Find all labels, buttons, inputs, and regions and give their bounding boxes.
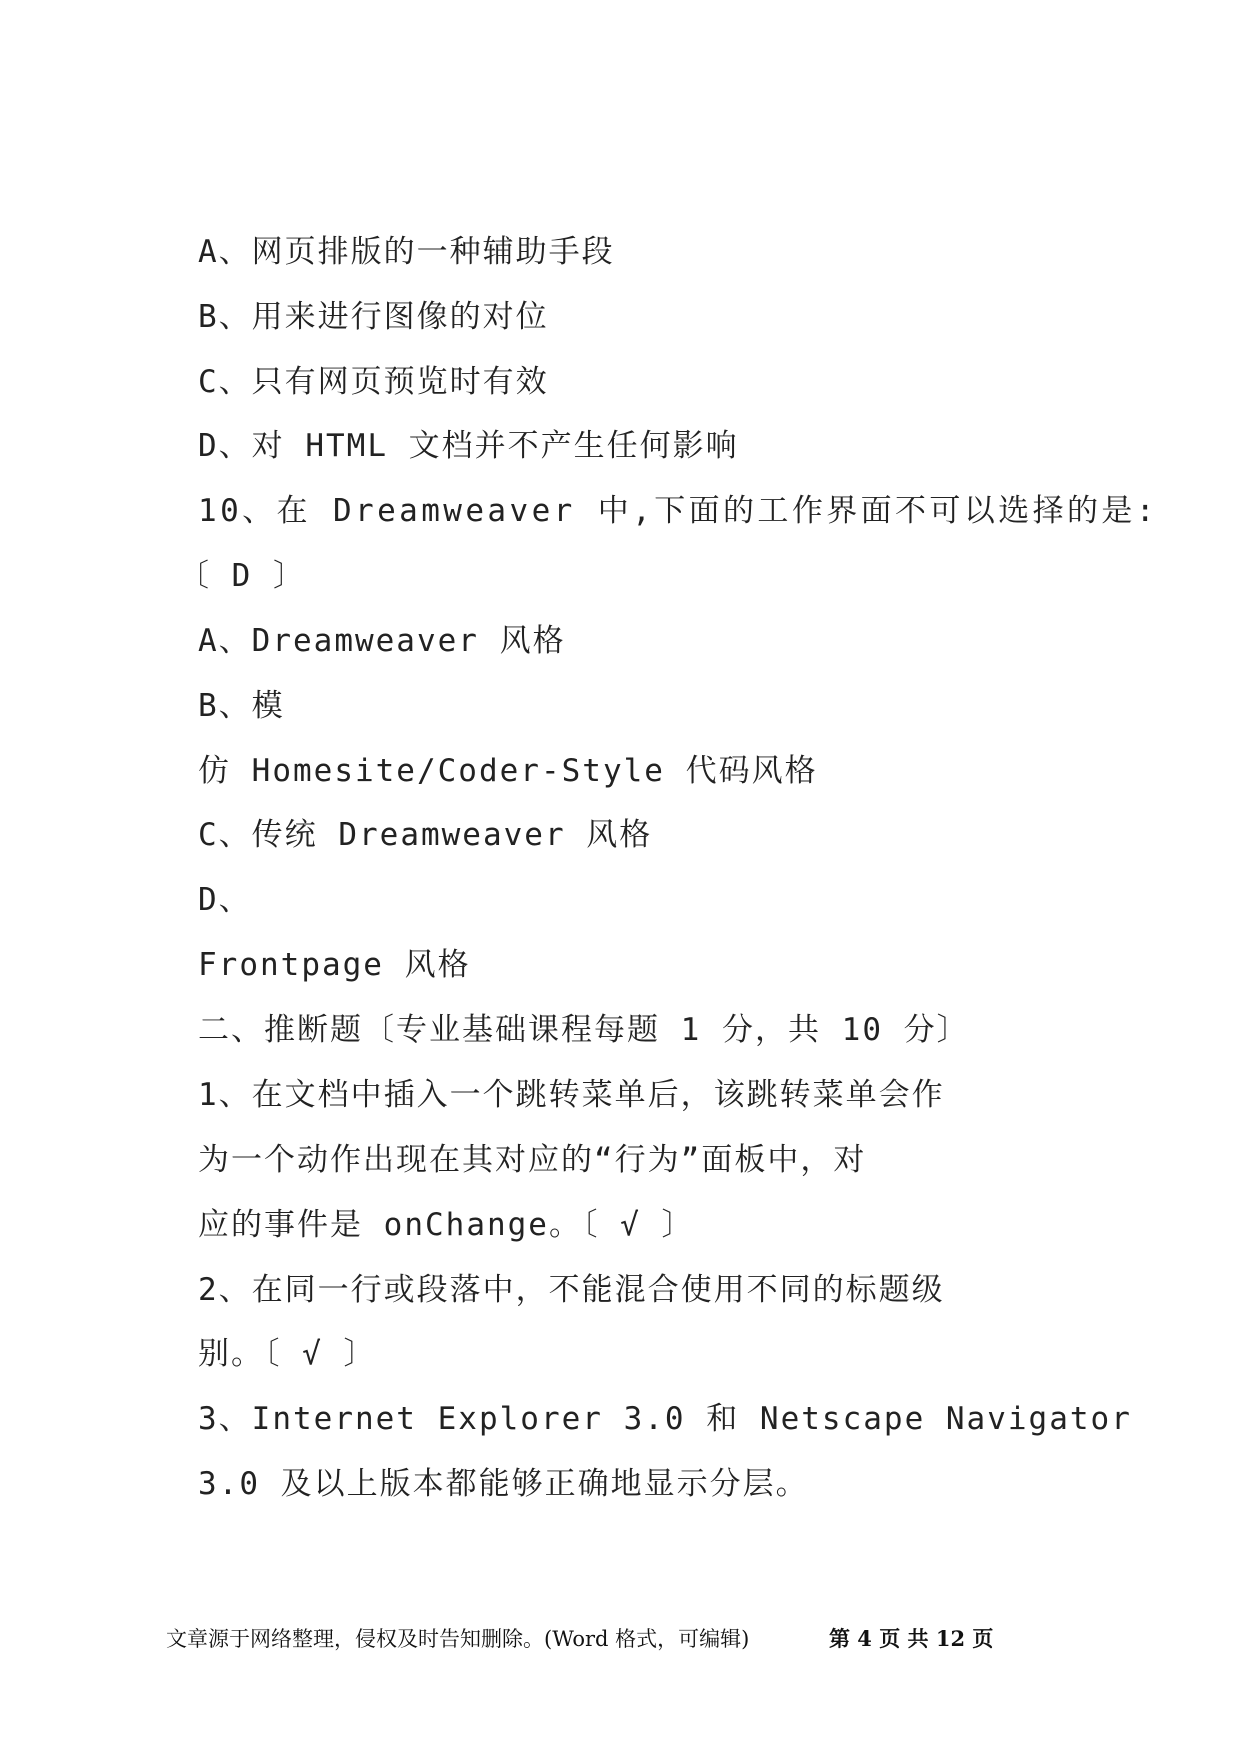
page-number: 第 4 页 共 12 页 [829, 1626, 994, 1651]
question-10-line: 10、在 Dreamweaver 中,下面的工作界面不可以选择的是: [198, 493, 1158, 529]
q10-option-a: A、Dreamweaver 风格 [198, 623, 566, 659]
option-a-line: A、网页排版的一种辅助手段 [198, 234, 615, 270]
q10-option-c: C、传统 Dreamweaver 风格 [198, 817, 653, 853]
judgement-1-line-3: 应的事件是 onChange。〔 √ 〕 [198, 1207, 695, 1243]
judgement-3-line-1: 3、Internet Explorer 3.0 和 Netscape Navigator [198, 1401, 1132, 1437]
option-c-line: C、只有网页预览时有效 [198, 364, 549, 400]
q10-option-b-continued: 仿 Homesite/Coder-Style 代码风格 [198, 753, 818, 789]
judgement-2-line-1: 2、在同一行或段落中，不能混合使用不同的标题级 [198, 1272, 945, 1308]
section-heading: 二、推断题〔专业基础课程每题 1 分，共 10 分〕 [198, 1012, 970, 1048]
judgement-1-line-1: 1、在文档中插入一个跳转菜单后，该跳转菜单会作 [198, 1077, 945, 1113]
judgement-3-line-2: 3.0 及以上版本都能够正确地显示分层。 [198, 1466, 809, 1502]
footer-note: 文章源于网络整理，侵权及时告知删除。(Word 格式，可编辑) [166, 1627, 750, 1651]
q10-option-b: B、模 [198, 688, 285, 724]
q10-option-d: D、 [198, 882, 252, 918]
question-10-answer: 〔 D 〕 [178, 558, 306, 594]
option-d-line: D、对 HTML 文档并不产生任何影响 [198, 428, 739, 464]
judgement-1-line-2: 为一个动作出现在其对应的“行为”面板中，对 [198, 1142, 867, 1178]
q10-option-d-continued: Frontpage 风格 [198, 947, 471, 983]
option-b-line: B、用来进行图像的对位 [198, 299, 549, 335]
judgement-2-line-2: 别。〔 √ 〕 [198, 1336, 377, 1372]
